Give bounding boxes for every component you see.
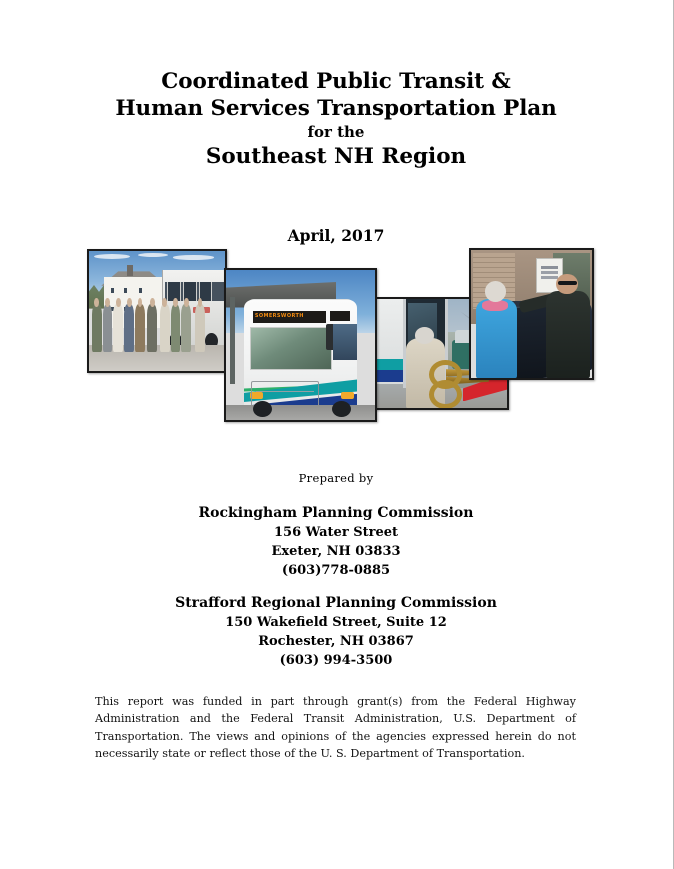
- bus-side-panel: [377, 299, 406, 384]
- agency-rockingham: [0, 503, 672, 580]
- bus-tire: [332, 401, 351, 418]
- head: [415, 327, 435, 344]
- agency-strafford: [0, 593, 672, 670]
- person: [171, 304, 181, 352]
- canopy-post: [230, 297, 234, 384]
- prepared-by-label: Prepared by: [298, 471, 374, 485]
- windshield: [250, 327, 332, 370]
- window: [139, 288, 142, 292]
- person-rider: [476, 299, 517, 378]
- destination-sign-text: SOMERSWORTH: [254, 313, 304, 319]
- person: [147, 304, 157, 352]
- sunglasses-icon: [558, 281, 576, 285]
- agency-phone: (603)778-0885: [281, 563, 391, 578]
- agency-phone: (603) 994-3500: [279, 653, 393, 668]
- cloud: [173, 255, 214, 259]
- title-region: Southeast NH Region: [205, 144, 467, 169]
- photo-seniors-group: [87, 249, 227, 373]
- person-driver: [546, 291, 590, 378]
- title-line-2: Human Services Transportation Plan: [115, 96, 557, 121]
- photo-volunteer-driver: [469, 248, 594, 380]
- person: [124, 304, 134, 352]
- person: [92, 304, 102, 352]
- route-number-box: [330, 311, 349, 322]
- cloud: [94, 254, 129, 259]
- agency-name: Rockingham Planning Commission: [198, 505, 474, 521]
- scissor-handle: [429, 380, 462, 408]
- title-connector: for the: [307, 123, 365, 141]
- person: [103, 304, 113, 352]
- person: [160, 304, 170, 352]
- person: [181, 304, 191, 352]
- scarf: [482, 300, 508, 311]
- agency-street: 156 Water Street: [274, 525, 398, 540]
- window: [111, 288, 114, 292]
- person: [113, 304, 123, 352]
- agency-name: Strafford Regional Planning Commission: [175, 595, 497, 611]
- agency-city-state-zip: Rochester, NH 03867: [258, 634, 414, 649]
- house-chimney: [127, 265, 132, 276]
- bus-tire: [253, 401, 272, 418]
- person: [195, 304, 205, 352]
- head: [485, 281, 506, 302]
- destination-sign: [253, 311, 327, 323]
- teal-stripe: [377, 359, 406, 371]
- agency-street: 150 Wakefield Street, Suite 12: [225, 615, 447, 630]
- side-window: [333, 324, 357, 360]
- person: [135, 304, 145, 352]
- cloud: [138, 253, 168, 257]
- publication-date: April, 2017: [287, 226, 385, 245]
- pavement: [226, 405, 375, 420]
- people-group: [89, 304, 225, 352]
- headlight: [341, 392, 354, 400]
- agency-city-state-zip: Exeter, NH 03833: [271, 544, 401, 559]
- blue-stripe: [377, 370, 406, 382]
- funding-disclaimer: This report was funded in part through grant(s) from the Federal Highway Administration and the Federal Transit Administration, U.S. Department of Transportation. The views and opinions of the agencies expressed herein do not necessarily state or reflect those of the U. S. Department of Transportation.: [95, 695, 576, 760]
- window: [124, 288, 127, 292]
- photo-coast-bus: [224, 268, 377, 422]
- title-line-1: Coordinated Public Transit &: [161, 69, 511, 94]
